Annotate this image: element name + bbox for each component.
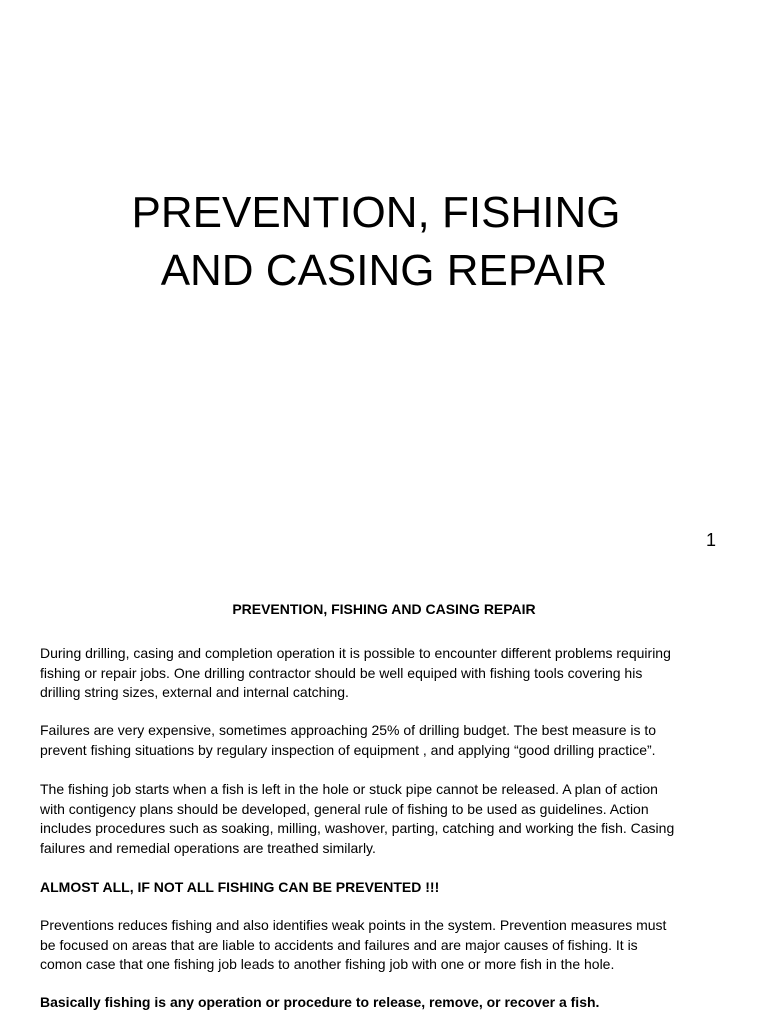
cover-title-line-1: PREVENTION, FISHING	[131, 188, 621, 237]
paragraph-emphasis: ALMOST ALL, IF NOT ALL FISHING CAN BE PREVENTED !!!	[40, 879, 440, 895]
paragraph-definition: Basically fishing is any operation or procedure to release, remove, or recover a fish.	[40, 994, 600, 1010]
section-title: PREVENTION, FISHING AND CASING REPAIR	[232, 601, 536, 617]
paragraph-prevention: Preventions reduces fishing and also identifies weak points in the system. Prevention measures must be focused on areas that are liable to accidents and failures and are major causes of fishing. It is comon case that one fishing job leads to another fishing job with one or more fish in the hole.	[40, 917, 667, 972]
paragraph-failures: Failures are very expensive, sometimes approaching 25% of drilling budget. The best measure is to prevent fishing situations by regulary inspection of equipment , and applying “good drilling practice”.	[40, 722, 657, 758]
paragraph-intro: During drilling, casing and completion operation it is possible to encounter different problems requiring fishing or repair jobs. One drilling contractor should be well equiped with fishing tools covering his drilling string sizes, external and internal catching.	[40, 645, 671, 700]
cover-title	[0, 0, 768, 295]
paragraph-fishing-job: The fishing job starts when a fish is left in the hole or stuck pipe cannot be released. A plan of action with contigency plans should be developed, general rule of fishing to be used as guidelines. Action includes procedures such as soaking, milling, washover, parting, catching and working the fish. Casing failures and remedial operations are treathed similarly.	[40, 781, 675, 856]
cover-title-line-2: AND CASING REPAIR	[160, 246, 608, 295]
page-number: 1	[706, 530, 717, 550]
